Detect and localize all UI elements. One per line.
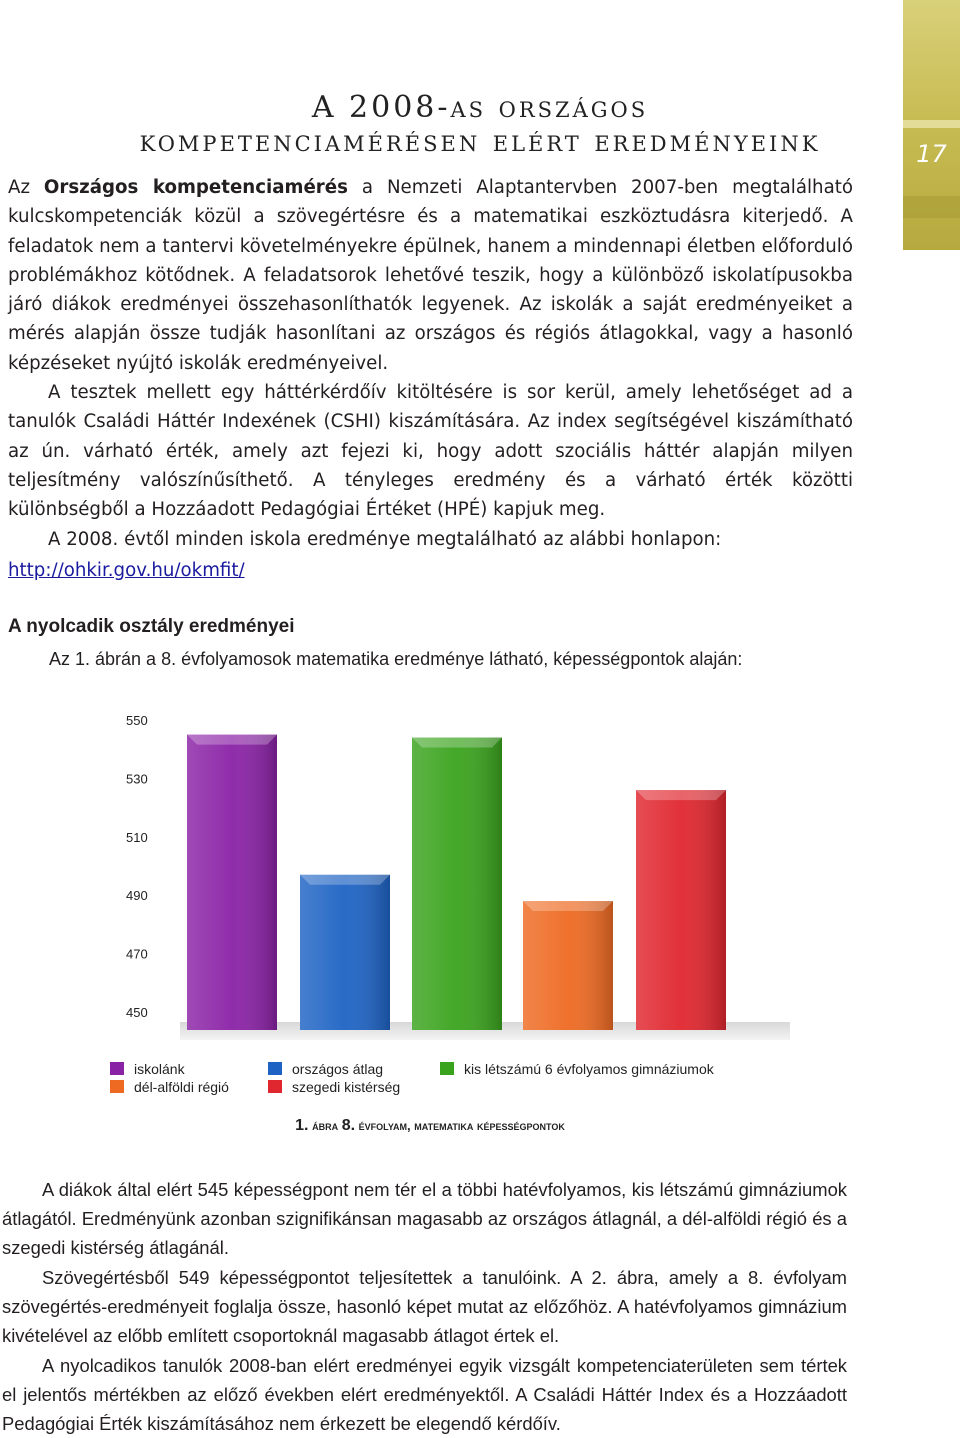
bar-shade-0 (187, 735, 277, 1030)
body-paragraph-1 (2, 1175, 847, 1262)
bar-top-1 (300, 875, 390, 885)
bar-shade-4 (636, 790, 726, 1030)
bar-top-0 (187, 735, 277, 745)
body-paragraph-2 (2, 1263, 847, 1350)
legend-swatch (440, 1062, 454, 1075)
caption-number: 1. (295, 1117, 309, 1134)
intro-lead: Az (8, 177, 44, 198)
body-p1-text: A diákok által elért 545 képességpont nem tér el a többi hatévfolyamos, kis létszámú gimnáziumok átlagától. Eredményünk azonban szignifikánsan magasabb az országos átlagnál, a dél-alföldi régió és a szegedi kistérség átlagánál. (2, 1179, 847, 1259)
intro-lead-rest: a Nemzeti Alaptantervben 2007-ben megtalálható kulcskompetenciák közül a szövegértésre és a matematikai eszköztudásra kiterjedő. A feladatok nem a tantervi követelményekre épülnek, hanem a mindennapi életben előforduló problémákhoz kötődnek. A feladatsorok lehetővé teszik, hogy a különböző iskolatípusokba járó diákok eredményei összehasonlíthatók legyenek. Az iskolák a saját eredményeiket a mérés alapján össze tudják hasonlítani az országos és régiós átlagokkal, vagy a hasonló képzéseket nyújtó iskolák eredményeivel. (8, 177, 853, 374)
y-tick-label: 550 (126, 713, 148, 728)
y-tick-label: 490 (126, 888, 148, 904)
legend-label: szegedi kistérség (292, 1079, 401, 1095)
y-tick-label: 450 (126, 1005, 148, 1020)
bar-top-3 (523, 901, 613, 911)
legend-label: dél-alföldi régió (134, 1079, 229, 1095)
bar-chart (0, 700, 860, 1110)
bar-top-2 (412, 738, 502, 748)
page-number: 17 (916, 140, 947, 168)
intro-para3: A 2008. évtől minden iskola eredménye megtalálható az alábbi honlapon: (48, 528, 722, 550)
section-lead: Az 1. ábrán a 8. évfolyamosok matematika eredménye látható, képességpontok alaján: (49, 649, 743, 669)
legend-label: kis létszámú 6 évfolyamos gimnáziumok (464, 1061, 714, 1077)
intro-paragraph (8, 173, 853, 554)
bar-shade-1 (300, 875, 390, 1030)
legend-swatch (268, 1062, 282, 1075)
caption-abra: ábra (312, 1118, 339, 1133)
legend-swatch (110, 1062, 124, 1075)
legend-label: iskolánk (134, 1061, 185, 1077)
y-tick-label: 510 (126, 829, 148, 845)
intro-lead-bold: Országos kompetenciamérés (43, 177, 348, 198)
intro-para2: A tesztek mellett egy háttérkérdőív kitöltésére is sor kerül, amely lehetőséget ad a tanulók Családi Háttér Indexének (CSHI) kiszámítására. Az index segítségével kiszámítható az ún. várható érték, amely azt fejezi ki, hogy adott szociális háttér alapján milyen teljesítmény valószínűsíthető. A tényleges eredmény és a várható érték közötti különbségből a Hozzáadott Pedagógiai Értéket (HPÉ) kapjuk meg. (8, 382, 853, 521)
body-paragraph-3 (2, 1351, 847, 1438)
body-p3-text: A nyolcadikos tanulók 2008-ban elért eredményei egyik vizsgált kompetenciaterületen sem tértek el jelentős mértékben az előző években elért eredményektől. A Családi Háttér Index és a Hozzáadott Pedagógiai Érték kiszámításához nem érkezett be elegendő kérdőív. (2, 1355, 847, 1435)
caption-grade: 8. (341, 1117, 356, 1134)
legend-swatch (110, 1080, 124, 1093)
y-tick-label: 470 (126, 946, 148, 962)
section-heading: A nyolcadik osztály eredményei (8, 616, 295, 637)
bar-shade-3 (523, 901, 613, 1030)
page-title-line1: A 2008-as országos (311, 90, 649, 125)
legend-swatch (268, 1080, 282, 1093)
page-title-line2: kompetenciamérésen elért eredményeink (139, 124, 821, 159)
figure-caption (0, 1117, 860, 1135)
bar-shade-2 (412, 738, 502, 1030)
bar-top-4 (636, 790, 726, 800)
y-tick-label: 530 (126, 771, 148, 787)
results-link[interactable]: http://ohkir.gov.hu/okmfit/ (8, 560, 245, 581)
body-p2-text: Szövegértésből 549 képességpontot teljesítettek a tanulóink. A 2. ábra, amely a 8. évfolyam szövegértés-eredményeit foglalja össze, hasonló képet mutat az előzőhöz. A hatévfolyamos gimnázium kivételével az előbb említett csoportoknál magasabb átlagot értek el. (2, 1267, 847, 1347)
legend-label: országos átlag (292, 1061, 384, 1077)
caption-rest: évfolyam, matematika képességpontok (358, 1118, 565, 1133)
